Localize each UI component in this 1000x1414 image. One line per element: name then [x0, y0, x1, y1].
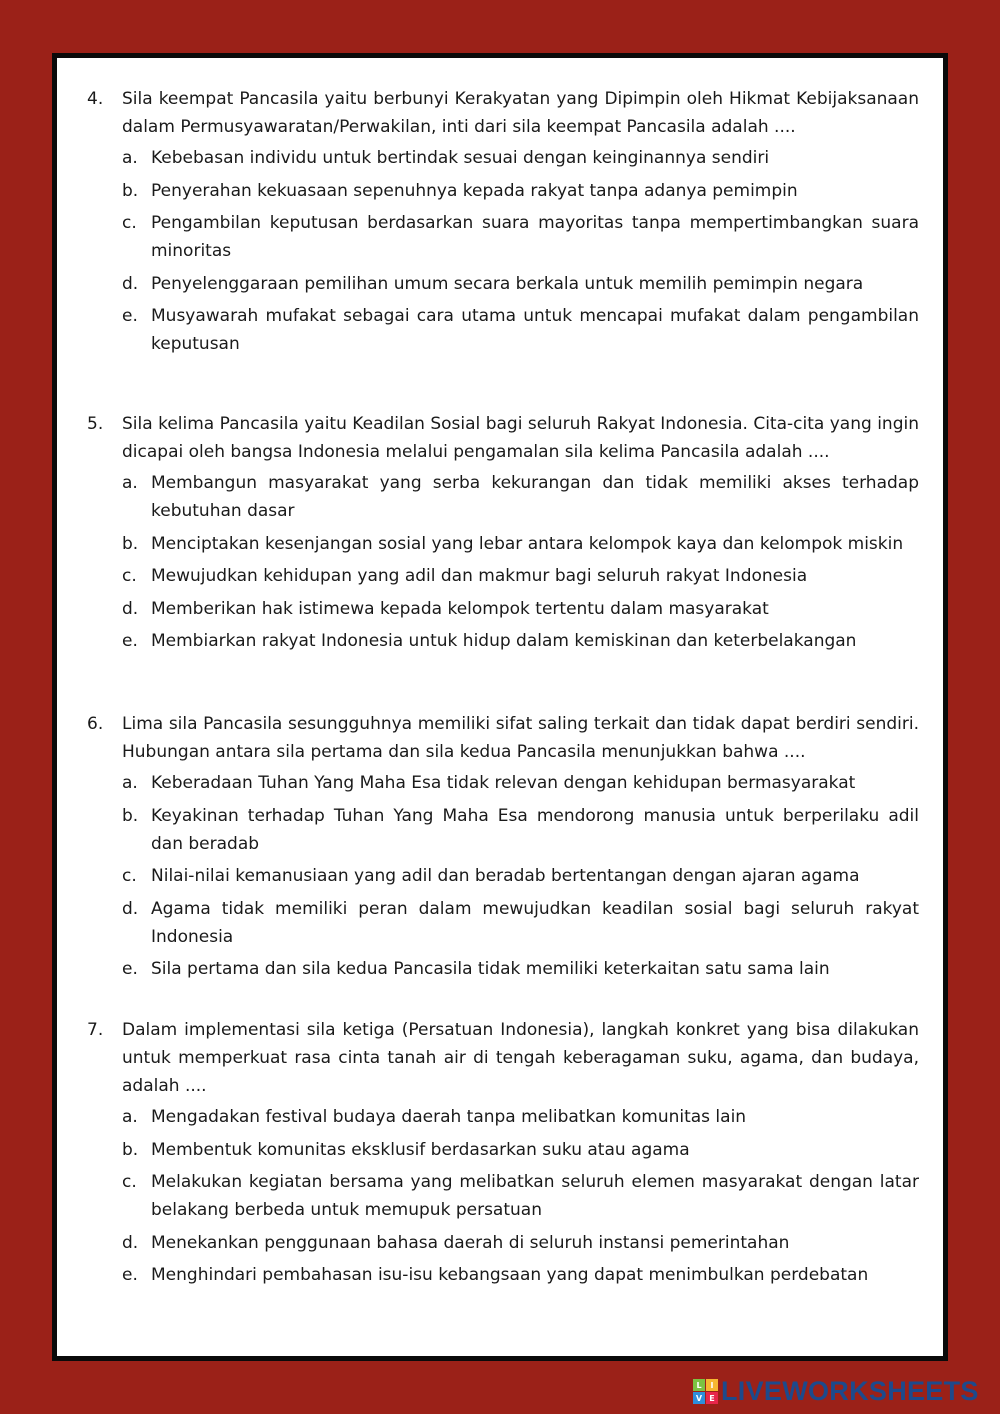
- option-letter: b.: [122, 1139, 139, 1160]
- option-text: Membentuk komunitas eksklusif berdasarkan suku atau agama: [151, 1139, 690, 1160]
- option-letter: a.: [122, 473, 138, 493]
- option-text: Penyelenggaraan pemilihan umum secara berkala untuk memilih pemimpin negara: [151, 273, 864, 294]
- option-item[interactable]: [122, 595, 919, 623]
- option-text: Membangun masyarakat yang serba kekurangan dan tidak memiliki akses terhadap kebutuhan dasar: [151, 473, 919, 521]
- options-list: [122, 769, 919, 983]
- option-item[interactable]: [122, 862, 919, 890]
- option-text: Membiarkan rakyat Indonesia untuk hidup dalam kemiskinan dan keterbelakangan: [151, 631, 857, 651]
- cube-l: L: [693, 1379, 705, 1391]
- option-item[interactable]: [122, 302, 919, 358]
- option-letter: c.: [122, 1172, 137, 1192]
- option-text: Menciptakan kesenjangan sosial yang lebar antara kelompok kaya dan kelompok miskin: [151, 533, 904, 554]
- worksheet-page: [52, 53, 948, 1361]
- option-letter: e.: [122, 631, 138, 651]
- option-letter: d.: [122, 273, 139, 294]
- question-text: Sila kelima Pancasila yaitu Keadilan Sosial bagi seluruh Rakyat Indonesia. Cita-cita yang ingin dicapai oleh bangsa Indonesia melalui pengamalan sila kelima Pancasila adalah ....: [122, 414, 919, 462]
- option-text: Musyawarah mufakat sebagai cara utama untuk mencapai mufakat dalam pengambilan keputusan: [151, 306, 919, 354]
- option-text: Menekankan penggunaan bahasa daerah di seluruh instansi pemerintahan: [151, 1232, 790, 1253]
- question-text: Sila keempat Pancasila yaitu berbunyi Kerakyatan yang Dipimpin oleh Hikmat Kebijaksanaan dalam Permusyawaratan/Perwakilan, inti dari sila keempat Pancasila adalah ....: [122, 89, 919, 137]
- option-letter: b.: [122, 805, 139, 826]
- option-letter: b.: [122, 180, 139, 201]
- option-text: Menghindari pembahasan isu-isu kebangsaan yang dapat menimbulkan perdebatan: [151, 1265, 869, 1285]
- question-text: Lima sila Pancasila sesungguhnya memiliki sifat saling terkait dan tidak dapat berdiri sendiri. Hubungan antara sila pertama dan sila kedua Pancasila menunjukkan bahwa ....: [122, 714, 919, 762]
- option-item[interactable]: [122, 802, 919, 858]
- option-letter: a.: [122, 773, 138, 793]
- option-letter: b.: [122, 533, 139, 554]
- question-text: Dalam implementasi sila ketiga (Persatuan Indonesia), langkah konkret yang bisa dilakukan untuk memperkuat rasa cinta tanah air di tengah keberagaman suku, agama, dan budaya, adalah ....: [122, 1020, 919, 1096]
- option-letter: e.: [122, 306, 138, 326]
- option-text: Keberadaan Tuhan Yang Maha Esa tidak relevan dengan kehidupan bermasyarakat: [151, 773, 856, 793]
- cube-i: I: [706, 1379, 718, 1391]
- option-letter: d.: [122, 898, 139, 919]
- question-number: 7.: [87, 1020, 104, 1040]
- option-text: Nilai-nilai kemanusiaan yang adil dan beradab bertentangan dengan ajaran agama: [151, 866, 860, 886]
- option-item[interactable]: [122, 955, 919, 983]
- option-text: Memberikan hak istimewa kepada kelompok tertentu dalam masyarakat: [151, 598, 769, 619]
- option-text: Sila pertama dan sila kedua Pancasila tidak memiliki keterkaitan satu sama lain: [151, 959, 830, 979]
- option-letter: d.: [122, 1232, 139, 1253]
- question-number: 6.: [87, 714, 104, 734]
- question-7: [87, 1016, 919, 1294]
- question-6: [87, 710, 919, 988]
- logo-cubes-icon: [693, 1379, 718, 1404]
- option-letter: c.: [122, 213, 137, 233]
- option-text: Penyerahan kekuasaan sepenuhnya kepada rakyat tanpa adanya pemimpin: [151, 180, 798, 201]
- options-list: [122, 469, 919, 655]
- cube-v: V: [693, 1392, 705, 1404]
- options-list: [122, 144, 919, 358]
- option-text: Kebebasan individu untuk bertindak sesuai dengan keinginannya sendiri: [151, 148, 770, 168]
- option-item[interactable]: [122, 1168, 919, 1224]
- option-item[interactable]: [122, 895, 919, 951]
- option-text: Keyakinan terhadap Tuhan Yang Maha Esa mendorong manusia untuk berperilaku adil dan beradab: [151, 805, 919, 854]
- option-letter: e.: [122, 959, 138, 979]
- option-text: Melakukan kegiatan bersama yang melibatkan seluruh elemen masyarakat dengan latar belakang berbeda untuk memupuk persatuan: [151, 1172, 919, 1220]
- question-5: [87, 410, 919, 660]
- option-item[interactable]: [122, 530, 919, 558]
- option-item[interactable]: [122, 1229, 919, 1257]
- option-item[interactable]: [122, 144, 919, 172]
- option-text: Pengambilan keputusan berdasarkan suara mayoritas tanpa mempertimbangkan suara minoritas: [151, 213, 919, 261]
- option-item[interactable]: [122, 562, 919, 590]
- cube-e: E: [706, 1392, 718, 1404]
- option-letter: c.: [122, 866, 137, 886]
- question-number: 4.: [87, 89, 104, 109]
- question-number: 5.: [87, 414, 104, 434]
- question-4: [87, 85, 919, 363]
- liveworksheets-logo: [693, 1376, 979, 1407]
- option-item[interactable]: [122, 177, 919, 205]
- option-text: Mengadakan festival budaya daerah tanpa melibatkan komunitas lain: [151, 1107, 747, 1127]
- options-list: [122, 1103, 919, 1289]
- option-item[interactable]: [122, 1261, 919, 1289]
- option-item[interactable]: [122, 1136, 919, 1164]
- brand-name: LIVEWORKSHEETS: [721, 1376, 979, 1406]
- option-item[interactable]: [122, 1103, 919, 1131]
- option-item[interactable]: [122, 469, 919, 525]
- option-letter: a.: [122, 148, 138, 168]
- option-letter: c.: [122, 566, 137, 586]
- option-letter: a.: [122, 1107, 138, 1127]
- option-item[interactable]: [122, 627, 919, 655]
- option-item[interactable]: [122, 769, 919, 797]
- option-text: Mewujudkan kehidupan yang adil dan makmur bagi seluruh rakyat Indonesia: [151, 566, 808, 586]
- option-item[interactable]: [122, 209, 919, 265]
- option-item[interactable]: [122, 270, 919, 298]
- option-letter: e.: [122, 1265, 138, 1285]
- option-text: Agama tidak memiliki peran dalam mewujudkan keadilan sosial bagi seluruh rakyat Indonesia: [151, 898, 919, 947]
- option-letter: d.: [122, 598, 139, 619]
